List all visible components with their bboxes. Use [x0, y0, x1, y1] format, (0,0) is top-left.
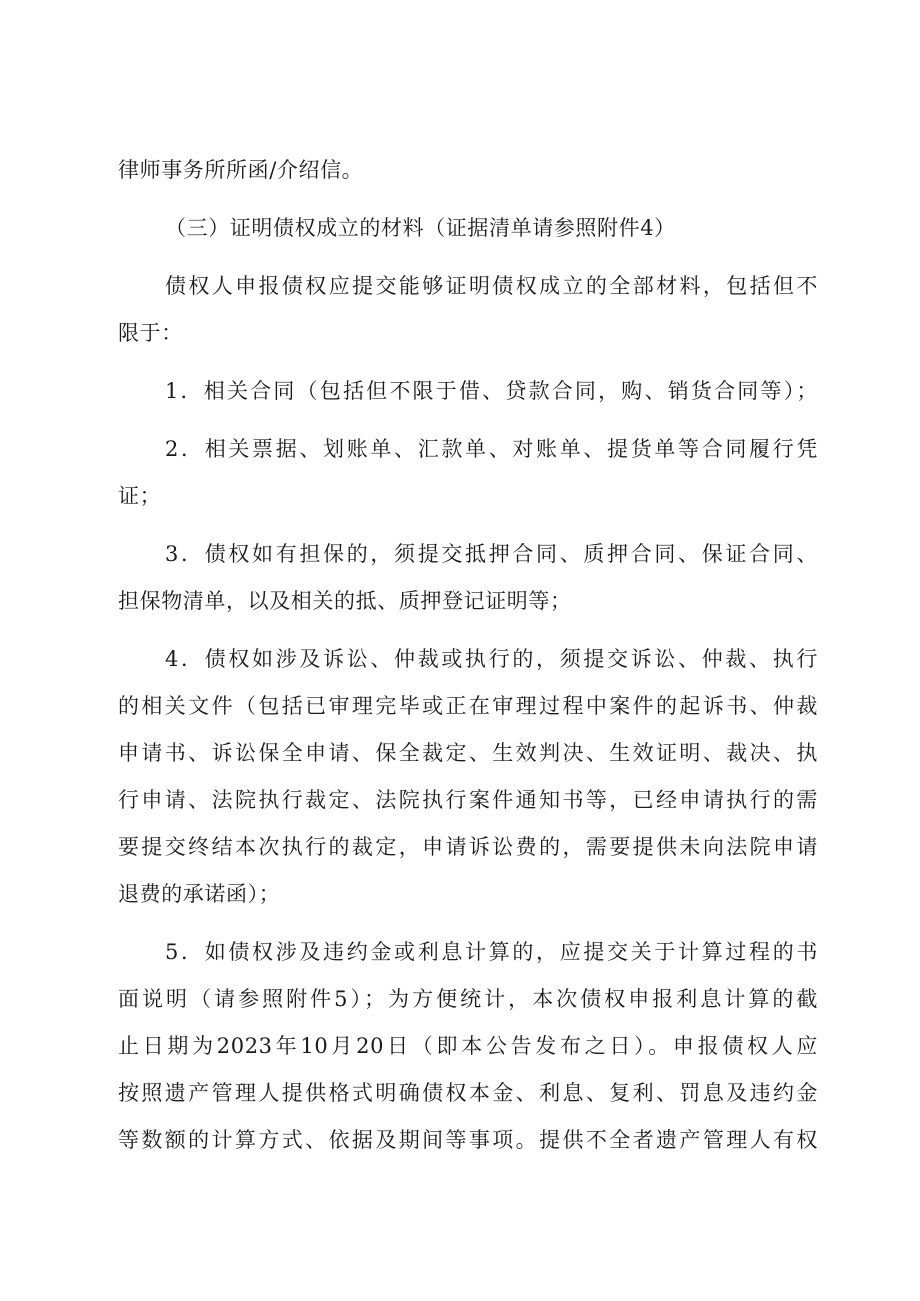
- list-item: 5．如债权涉及违约金或利息计算的，应提交关于计算过程的书: [165, 940, 818, 964]
- text-line: 证；: [118, 484, 162, 508]
- text-line: 等数额的计算方式、依据及期间等事项。提供不全者遗产管理人有权: [118, 1128, 818, 1152]
- text-line: 限于：: [118, 321, 183, 345]
- text-line: 退费的承诺函）；: [118, 882, 281, 906]
- text-line: 按照遗产管理人提供格式明确债权本金、利息、复利、罚息及违约金: [118, 1081, 818, 1105]
- list-item: 4．债权如涉及诉讼、仲裁或执行的，须提交诉讼、仲裁、执行: [165, 647, 818, 671]
- section-heading: （三）证明债权成立的材料（证据清单请参照附件4）: [165, 216, 676, 240]
- text-line: 担保物清单，以及相关的抵、质押登记证明等；: [118, 589, 572, 613]
- list-item: 2．相关票据、划账单、汇款单、对账单、提货单等合同履行凭: [165, 437, 818, 461]
- list-item: 1．相关合同（包括但不限于借、贷款合同，购、销货合同等）；: [165, 379, 818, 403]
- text-line: 的相关文件（包括已审理完毕或正在审理过程中案件的起诉书、仲裁: [118, 694, 818, 718]
- text-line: 律师事务所所函/介绍信。: [118, 158, 364, 182]
- text-line: 止日期为2023年10月20日（即本公告发布之日）。申报债权人应: [118, 1034, 818, 1058]
- text-line: 申请书、诉讼保全申请、保全裁定、生效判决、生效证明、裁决、执: [118, 741, 818, 765]
- text-line: 债权人申报债权应提交能够证明债权成立的全部材料，包括但不: [165, 274, 818, 298]
- text-line: 面说明（请参照附件5）；为方便统计，本次债权申报利息计算的截: [118, 987, 818, 1011]
- text-line: 行申请、法院执行裁定、法院执行案件通知书等，已经申请执行的需: [118, 788, 818, 812]
- text-line: 要提交终结本次执行的裁定，申请诉讼费的，需要提供未向法院申请: [118, 835, 818, 859]
- list-item: 3．债权如有担保的，须提交抵押合同、质押合同、保证合同、: [165, 542, 818, 566]
